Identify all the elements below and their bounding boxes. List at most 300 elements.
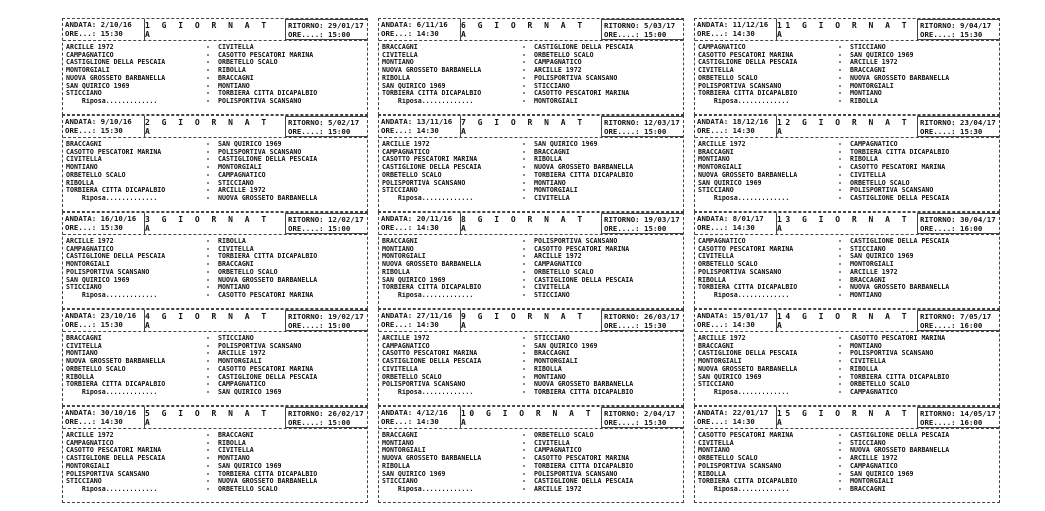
match-row [382,141,680,149]
away-team: BRACCAGNI [850,276,886,284]
match-row [66,44,364,52]
away-team: TORBIERA CITTA DICAPALBIO [218,470,318,478]
home-team: CIVITELLA [698,67,734,75]
match-dash: - [522,260,530,269]
giornata-title: 6 G I O R N A T A [461,20,586,39]
home-team: TORBIERA CITTA DICAPALBIO [698,284,798,292]
away-team: TORBIERA CITTA DICAPALBIO [534,171,634,179]
away-team: RIBOLLA [850,365,878,373]
riposa-team: POLISPORTIVA SCANSANO [218,97,302,105]
match-dash: - [206,50,214,59]
match-dash: - [522,349,530,358]
giornata-header [63,19,367,41]
home-team: RIBOLLA [382,74,410,82]
match-row [66,432,364,440]
giornata-card [378,115,684,212]
match-row [66,172,364,180]
match-dash: - [838,170,846,179]
match-row [698,164,996,172]
match-row [698,350,996,358]
match-row [698,432,996,440]
home-team: RIBOLLA [698,276,726,284]
ritorno-info: RITORNO: 26/02/17 ORE....: 15:00 [285,407,367,428]
riposa-row [382,486,680,494]
match-row [66,455,364,463]
giornata-card [62,406,368,503]
riposa-label: Riposa............. [66,97,158,105]
match-row [382,471,680,479]
match-dash: - [838,341,846,350]
home-team: BRACCAGNI [66,141,102,148]
match-dash: - [838,237,846,245]
away-team: ARCILLE 1972 [534,253,582,261]
match-dash: - [522,170,530,179]
match-dash: - [838,275,846,284]
home-team: CAMPAGNATICO [66,245,114,253]
match-dash: - [206,387,214,396]
home-team: CIVITELLA [66,342,102,350]
riposa-label: Riposa............. [698,388,790,396]
match-dash: - [522,81,530,90]
riposa-team: CASTIGLIONE DELLA PESCAIA [850,194,950,202]
home-team: MONTORGIALI [698,164,742,172]
home-team: BRACCAGNI [66,335,102,342]
home-team: MONTORGIALI [698,358,742,366]
match-dash: - [522,283,530,292]
home-team: CIVITELLA [382,365,418,373]
away-team: CAMPAGNATICO [850,462,898,470]
match-dash: - [838,155,846,164]
home-team: MONTORGIALI [66,462,110,470]
away-team: BRACCAGNI [850,67,886,75]
match-row [66,478,364,486]
away-team: POLISPORTIVA SCANSANO [534,470,618,478]
giornata-title: 13 G I O R N A T A [777,214,911,233]
riposa-label: Riposa............. [698,97,790,105]
home-team: RIBOLLA [66,373,94,381]
andata-info: ANDATA: 23/10/16 ORE...: 15:30 [63,310,145,331]
match-dash: - [522,237,530,245]
match-row [66,59,364,67]
ritorno-info: RITORNO: 29/01/17 ORE....: 15:00 [285,19,367,40]
match-dash: - [206,73,214,82]
match-dash: - [206,237,214,245]
match-dash: - [522,147,530,156]
away-team: CIVITELLA [534,439,570,447]
riposa-team: MONTIANO [850,291,882,299]
match-row [66,261,364,269]
match-row [66,471,364,479]
ritorno-info: RITORNO: 23/04/17 ORE....: 15:30 [917,116,999,137]
match-row [66,253,364,261]
away-team: CASTIGLIONE DELLA PESCAIA [850,432,950,439]
home-team: STICCIANO [382,187,418,195]
fixture-grid [62,18,1000,503]
match-dash: - [206,380,214,389]
away-team: MONTORGIALI [218,358,262,366]
home-team: BRACCAGNI [382,44,418,51]
match-dash: - [522,267,530,276]
match-dash: - [838,178,846,187]
match-row [698,358,996,366]
match-row [66,75,364,83]
home-team: SAN QUIRICO 1969 [698,373,762,381]
match-dash: - [522,155,530,164]
home-team: MONTORGIALI [66,67,110,75]
match-dash: - [206,438,214,447]
away-team: MONTORGIALI [534,358,578,366]
match-dash: - [206,96,214,105]
home-team: RIBOLLA [382,268,410,276]
match-row [66,90,364,98]
match-dash: - [522,66,530,75]
ritorno-info: RITORNO: 9/04/17 ORE....: 15:30 [917,19,999,40]
match-dash: - [838,244,846,253]
match-row [66,381,364,389]
match-dash: - [206,244,214,253]
match-list [695,235,999,300]
home-team: CIVITELLA [698,439,734,447]
away-team: MONTIANO [534,179,566,187]
riposa-row [66,195,364,203]
match-dash: - [206,186,214,195]
match-dash: - [206,341,214,350]
home-team: SAN QUIRICO 1969 [382,276,446,284]
match-row [66,269,364,277]
match-list [63,41,367,106]
match-row [698,44,996,52]
away-team: RIBOLLA [218,238,246,245]
match-dash: - [838,283,846,292]
match-row [698,455,996,463]
match-dash: - [206,43,214,51]
match-dash: - [206,446,214,455]
away-team: TORBIERA CITTA DICAPALBIO [218,253,318,261]
match-row [382,172,680,180]
away-team: CASTIGLIONE DELLA PESCAIA [218,373,318,381]
away-team: RIBOLLA [850,156,878,164]
ritorno-info: RITORNO: 19/02/17 ORE....: 15:00 [285,310,367,331]
match-row [382,52,680,60]
away-team: ARCILLE 1972 [534,67,582,75]
away-team: ORBETELLO SCALO [534,51,594,59]
giornata-header [379,213,683,235]
home-team: NUOVA GROSSETO BARBANELLA [382,261,482,269]
match-row [382,440,680,448]
riposa-row [698,195,996,203]
giornata-header [379,116,683,138]
home-team: TORBIERA CITTA DICAPALBIO [382,284,482,292]
match-row [382,67,680,75]
giornata-title: 15 G I O R N A T A [777,408,911,427]
andata-info: ANDATA: 11/12/16 ORE...: 14:30 [695,19,777,40]
match-dash: - [206,290,214,299]
match-row [382,335,680,343]
match-dash: - [838,380,846,389]
match-dash: - [838,140,846,148]
match-row [382,366,680,374]
away-team: CASOTTO PESCATORI MARINA [218,365,314,373]
home-team: ARCILLE 1972 [382,335,430,342]
away-team: CASTIGLIONE DELLA PESCAIA [534,44,634,51]
home-team: BRACCAGNI [382,238,418,245]
home-team: POLISPORTIVA SCANSANO [382,179,466,187]
match-row [66,83,364,91]
match-row [66,180,364,188]
home-team: STICCIANO [66,90,102,98]
match-dash: - [206,275,214,284]
away-team: ORBETELLO SCALO [850,179,910,187]
match-row [698,238,996,246]
match-dash: - [838,89,846,98]
home-team: MONTORGIALI [66,261,110,269]
away-team: TORBIERA CITTA DICAPALBIO [850,373,950,381]
match-dash: - [522,178,530,187]
riposa-label: Riposa............. [382,97,474,105]
match-dash: - [838,290,846,299]
match-dash: - [522,431,530,439]
andata-info: ANDATA: 30/10/16 ORE...: 14:30 [63,407,145,428]
match-list [63,235,367,300]
away-team: SAN QUIRICO 1969 [218,462,282,470]
away-team: CASTIGLIONE DELLA PESCAIA [218,156,318,164]
match-dash: - [522,357,530,366]
andata-info: ANDATA: 2/10/16 ORE...: 15:30 [63,19,145,40]
home-team: CAMPAGNATICO [382,148,430,156]
away-team: CIVITELLA [534,284,570,292]
home-team: NUOVA GROSSETO BARBANELLA [698,171,798,179]
away-team: CASOTTO PESCATORI MARINA [218,51,314,59]
andata-info: ANDATA: 4/12/16 ORE...: 14:30 [379,407,461,428]
match-dash: - [522,387,530,396]
match-dash: - [206,283,214,292]
match-row [382,350,680,358]
home-team: TORBIERA CITTA DICAPALBIO [698,90,798,98]
match-row [66,343,364,351]
match-dash: - [838,50,846,59]
away-team: STICCIANO [534,82,570,90]
away-team: CAMPAGNATICO [534,447,582,455]
ritorno-info: RITORNO: 30/04/17 ORE....: 16:00 [917,213,999,234]
away-team: POLISPORTIVA SCANSANO [218,342,302,350]
match-dash: - [522,380,530,389]
match-dash: - [522,252,530,261]
match-row [698,463,996,471]
match-dash: - [206,364,214,373]
giornata-title: 5 G I O R N A T A [145,408,270,427]
away-team: POLISPORTIVA SCANSANO [534,74,618,82]
match-row [382,187,680,195]
home-team: CASTIGLIONE DELLA PESCAIA [66,253,166,261]
away-team: MONTORGIALI [534,187,578,195]
home-team: POLISPORTIVA SCANSANO [66,268,150,276]
match-row [66,335,364,343]
giornata-header [379,19,683,41]
home-team: POLISPORTIVA SCANSANO [698,462,782,470]
home-team: MONTORGIALI [382,447,426,455]
home-team: CAMPAGNATICO [66,439,114,447]
home-team: CASTIGLIONE DELLA PESCAIA [66,455,166,463]
match-row [698,343,996,351]
home-team: POLISPORTIVA SCANSANO [698,82,782,90]
match-row [66,246,364,254]
match-dash: - [838,461,846,470]
giornata-header [63,310,367,332]
home-team: TORBIERA CITTA DICAPALBIO [382,90,482,98]
match-row [382,358,680,366]
riposa-team: CIVITELLA [534,194,570,202]
andata-info: ANDATA: 15/01/17 ORE...: 14:30 [695,310,777,331]
giornata-card [378,309,684,406]
match-dash: - [206,477,214,486]
giornata-title: 3 G I O R N A T A [145,214,270,233]
home-team: CASTIGLIONE DELLA PESCAIA [698,350,798,358]
giornata-title: 14 G I O R N A T A [777,311,911,330]
away-team: ARCILLE 1972 [218,187,266,195]
match-row [382,277,680,285]
away-team: CASOTTO PESCATORI MARINA [534,90,630,98]
riposa-team: CASOTTO PESCATORI MARINA [218,291,314,299]
away-team: POLISPORTIVA SCANSANO [534,238,618,245]
giornata-header [695,19,999,41]
match-dash: - [838,364,846,373]
giornata-header [63,213,367,235]
riposa-team: ORBETELLO SCALO [218,485,278,493]
giornata-title: 9 G I O R N A T A [461,311,586,330]
match-row [698,261,996,269]
andata-info: ANDATA: 6/11/16 ORE...: 14:30 [379,19,461,40]
away-team: STICCIANO [850,439,886,447]
home-team: SAN QUIRICO 1969 [66,82,130,90]
away-team: TORBIERA CITTA DICAPALBIO [850,148,950,156]
giornata-title: 1 G I O R N A T A [145,20,270,39]
home-team: NUOVA GROSSETO BARBANELLA [66,358,166,366]
match-dash: - [522,96,530,105]
match-dash: - [522,58,530,67]
riposa-row [382,292,680,300]
match-list [695,41,999,106]
match-row [66,374,364,382]
home-team: MONTIANO [698,156,730,164]
match-row [66,156,364,164]
match-dash: - [838,43,846,51]
match-row [382,343,680,351]
away-team: SAN QUIRICO 1969 [218,141,282,148]
match-dash: - [206,349,214,358]
giornata-header [63,407,367,429]
giornata-title: 10 G I O R N A T A [461,408,595,427]
match-row [66,187,364,195]
giornata-card [378,406,684,503]
away-team: NUOVA GROSSETO BARBANELLA [850,284,950,292]
ritorno-info: RITORNO: 2/04/17 ORE....: 15:30 [601,407,683,428]
away-team: CASOTTO PESCATORI MARINA [850,164,946,172]
match-row [382,269,680,277]
away-team: BRACCAGNI [218,261,254,269]
giornata-title: 8 G I O R N A T A [461,214,586,233]
andata-info: ANDATA: 22/01/17 ORE...: 14:30 [695,407,777,428]
match-dash: - [206,357,214,366]
match-row [382,156,680,164]
match-dash: - [522,140,530,148]
home-team: RIBOLLA [66,179,94,187]
match-dash: - [838,387,846,396]
giornata-title: 11 G I O R N A T A [777,20,911,39]
away-team: NUOVA GROSSETO BARBANELLA [534,164,634,172]
away-team: CAMPAGNATICO [534,261,582,269]
ritorno-info: RITORNO: 26/03/17 ORE....: 15:30 [601,310,683,331]
riposa-label: Riposa............. [698,194,790,202]
home-team: SAN QUIRICO 1969 [382,470,446,478]
match-row [382,164,680,172]
giornata-title: 7 G I O R N A T A [461,117,586,136]
match-dash: - [522,341,530,350]
match-dash: - [838,469,846,478]
match-row [382,261,680,269]
match-dash: - [206,58,214,67]
away-team: MONTORGIALI [850,261,894,269]
match-row [698,284,996,292]
away-team: STICCIANO [850,245,886,253]
home-team: ARCILLE 1972 [66,238,114,245]
away-team: SAN QUIRICO 1969 [850,470,914,478]
away-team: MONTIANO [850,90,882,98]
match-dash: - [206,461,214,470]
giornata-card [62,18,368,115]
riposa-row [698,389,996,397]
match-dash: - [838,96,846,105]
riposa-team: NUOVA GROSSETO BARBANELLA [218,194,318,202]
riposa-row [382,98,680,106]
home-team: CASOTTO PESCATORI MARINA [698,432,794,439]
match-list [63,429,367,494]
home-team: MONTIANO [698,447,730,455]
match-row [698,187,996,195]
match-list [695,429,999,494]
match-dash: - [522,186,530,195]
riposa-label: Riposa............. [382,485,474,493]
away-team: CIVITELLA [850,171,886,179]
home-team: NUOVA GROSSETO BARBANELLA [698,365,798,373]
home-team: ORBETELLO SCALO [66,365,126,373]
ritorno-info: RITORNO: 5/03/17 ORE....: 15:00 [601,19,683,40]
riposa-row [66,98,364,106]
match-dash: - [522,364,530,373]
match-row [66,238,364,246]
riposa-row [698,486,996,494]
match-dash: - [206,163,214,172]
giornata-card [62,115,368,212]
match-dash: - [522,461,530,470]
away-team: MONTORGIALI [850,478,894,486]
match-row [698,75,996,83]
match-row [66,149,364,157]
match-dash: - [522,372,530,381]
home-team: SAN QUIRICO 1969 [382,82,446,90]
match-row [382,478,680,486]
match-row [698,471,996,479]
match-row [66,277,364,285]
match-row [66,440,364,448]
home-team: CASTIGLIONE DELLA PESCAIA [698,59,798,67]
home-team: SAN QUIRICO 1969 [66,276,130,284]
match-dash: - [838,438,846,447]
home-team: NUOVA GROSSETO BARBANELLA [382,455,482,463]
away-team: ARCILLE 1972 [218,350,266,358]
away-team: ORBETELLO SCALO [850,381,910,389]
match-list [63,332,367,397]
match-dash: - [206,469,214,478]
